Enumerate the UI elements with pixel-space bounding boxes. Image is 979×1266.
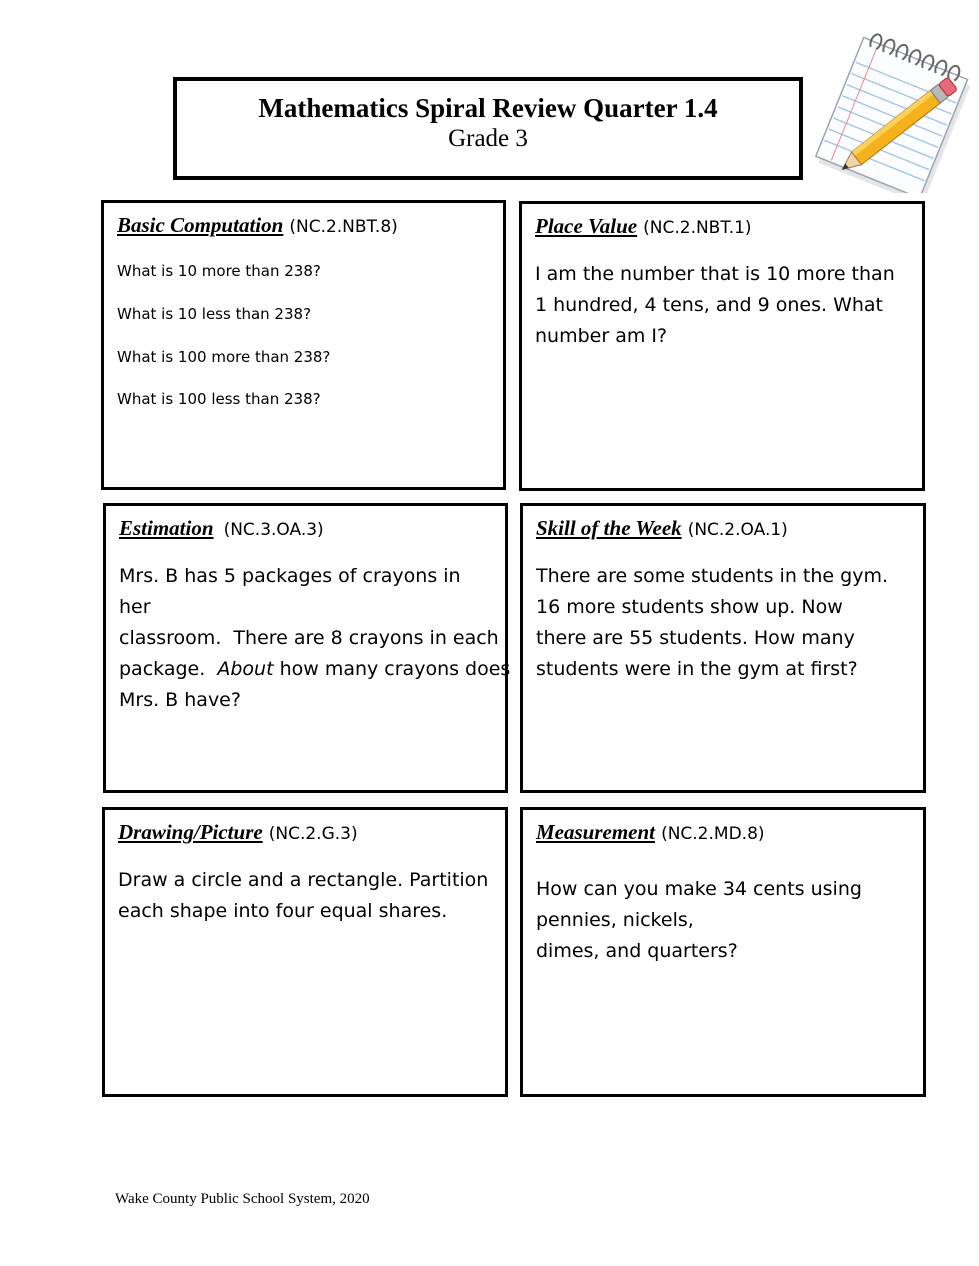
estimation-box: [103, 503, 511, 793]
measurement-line-3: dimes, and quarters?: [536, 940, 738, 962]
estimation-line-2: classroom. There are 8 crayons in each: [119, 627, 499, 649]
estimation-standard: (NC.3.OA.3): [223, 520, 324, 540]
question-3: What is 100 more than 238?: [117, 348, 331, 366]
footer-credit: Wake County Public School System, 2020: [115, 1191, 370, 1207]
measurement-header: [536, 818, 911, 848]
skill-line-4: students were in the gym at first?: [536, 658, 858, 680]
drawing-picture-question: [118, 865, 493, 927]
measurement-question: [536, 874, 911, 967]
estimation-topic: Estimation: [119, 516, 214, 540]
place-value-line-2: 1 hundred, 4 tens, and 9 ones. What: [535, 294, 883, 316]
page-title: Mathematics Spiral Review Quarter 1.4: [258, 93, 718, 123]
estimation-line-3: package. About how many crayons does: [119, 658, 511, 680]
measurement-topic: Measurement: [536, 820, 656, 844]
skill-of-the-week-question: [536, 561, 911, 685]
skill-line-1: There are some students in the gym.: [536, 565, 888, 587]
skill-of-the-week-header: [536, 514, 911, 544]
title-box: [173, 77, 803, 180]
place-value-question: [535, 259, 910, 352]
question-2: What is 10 less than 238?: [117, 305, 312, 323]
estimation-line-4: Mrs. B have?: [119, 689, 241, 711]
drawing-picture-header: [118, 818, 493, 848]
place-value-line-1: I am the number that is 10 more than: [535, 263, 895, 285]
estimation-question: [119, 561, 511, 716]
skill-line-2: 16 more students show up. Now: [536, 596, 843, 618]
skill-line-3: there are 55 students. How many: [536, 627, 855, 649]
drawing-picture-box: [102, 807, 508, 1097]
skill-of-the-week-topic: Skill of the Week: [536, 516, 682, 540]
grade-label: Grade 3: [448, 125, 528, 152]
measurement-line-1: How can you make 34 cents using: [536, 878, 862, 900]
measurement-line-2: pennies, nickels,: [536, 909, 694, 931]
measurement-box: [520, 807, 926, 1097]
drawing-line-2: each shape into four equal shares.: [118, 900, 448, 922]
drawing-picture-standard: (NC.2.G.3): [268, 824, 358, 844]
skill-of-the-week-box: [520, 503, 926, 793]
estimation-header: [119, 514, 493, 544]
skill-of-the-week-standard: (NC.2.OA.1): [687, 520, 788, 540]
basic-computation-header: [117, 211, 491, 241]
place-value-header: [535, 212, 910, 242]
place-value-topic: Place Value: [535, 214, 638, 238]
question-1: What is 10 more than 238?: [117, 262, 321, 280]
estimation-line-1: Mrs. B has 5 packages of crayons in her: [119, 565, 461, 618]
basic-computation-standard: (NC.2.NBT.8): [289, 217, 398, 237]
question-4: What is 100 less than 238?: [117, 390, 321, 408]
about-emphasis: About: [217, 658, 274, 680]
measurement-standard: (NC.2.MD.8): [661, 824, 765, 844]
drawing-line-1: Draw a circle and a rectangle. Partition: [118, 869, 489, 891]
place-value-line-3: number am I?: [535, 325, 668, 347]
place-value-standard: (NC.2.NBT.1): [643, 218, 752, 238]
basic-computation-topic: Basic Computation: [117, 213, 284, 237]
drawing-picture-topic: Drawing/Picture: [118, 820, 263, 844]
place-value-box: [519, 201, 925, 491]
basic-computation-box: [101, 200, 506, 490]
notepad-pencil-icon: [805, 33, 970, 193]
